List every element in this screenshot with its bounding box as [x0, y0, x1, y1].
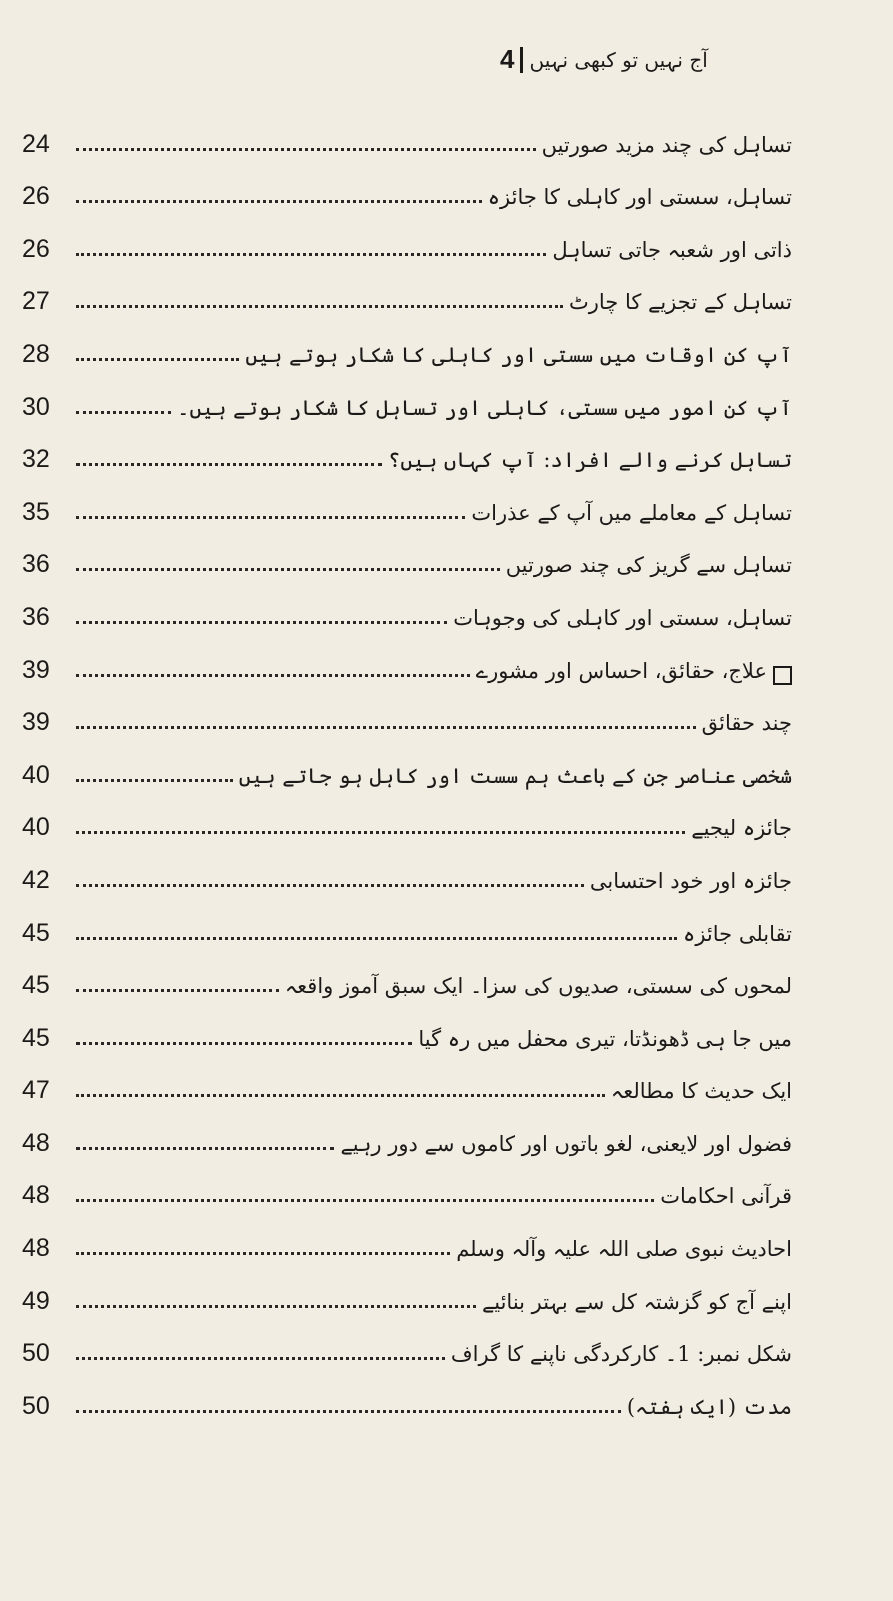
dot-leader — [76, 1305, 476, 1308]
toc-title: ایک حدیث کا مطالعہ — [610, 1079, 792, 1104]
toc-title: احادیث نبوی صلی اللہ علیہ وآلہ وسلم — [456, 1237, 792, 1262]
toc-page-number: 47 — [22, 1076, 50, 1105]
toc-title: علاج، حقائق، احساس اور مشورے — [475, 658, 767, 683]
toc-entry — [22, 1158, 792, 1211]
dot-leader — [76, 463, 382, 466]
toc-page-number: 32 — [22, 445, 50, 474]
toc-entry — [22, 474, 792, 527]
dot-leader — [76, 253, 546, 256]
toc-title: میں جا ہی ڈھونڈتا، تیری محفل میں رہ گیا — [418, 1026, 792, 1051]
toc-page-number: 27 — [22, 287, 50, 316]
toc-entry — [22, 527, 792, 580]
toc-title: تساہل کے معاملے میں آپ کے عذرات — [471, 500, 792, 525]
toc-page-number: 24 — [22, 129, 50, 158]
section-box-icon — [773, 666, 792, 685]
dot-leader — [76, 305, 563, 308]
running-header — [500, 44, 800, 75]
toc-entry — [22, 264, 792, 317]
toc-entry — [22, 1210, 792, 1263]
toc-title: مدت (ایک ہفتہ) — [626, 1394, 792, 1419]
toc-entry — [22, 369, 792, 422]
toc-page-number: 50 — [22, 1391, 50, 1420]
toc-page-number: 26 — [22, 234, 50, 263]
toc-entry — [22, 737, 792, 790]
dot-leader — [76, 621, 447, 624]
toc-entry — [22, 842, 792, 895]
toc-entry — [22, 1368, 792, 1421]
header-divider — [520, 47, 523, 73]
toc-title: تساہل، سستی اور کاہلی کا جائزہ — [487, 185, 792, 210]
toc-page-number: 40 — [22, 760, 50, 789]
toc-title: جائزہ اور خود احتسابی — [589, 868, 792, 893]
toc-title: تقابلی جائزہ — [683, 921, 792, 946]
toc-title: فضول اور لایعنی، لغو باتوں اور کاموں سے دور رہیے — [340, 1131, 792, 1156]
toc-title: آپ کن امور میں سستی، کاہلی اور تساہل کا شکار ہوتے ہیں۔ — [177, 395, 792, 420]
toc-entry — [22, 579, 792, 632]
toc-title: تساہل سے گریز کی چند صورتیں — [505, 553, 792, 578]
toc-title: اپنے آج کو گزشتہ کل سے بہتر بنائیے — [481, 1289, 792, 1314]
dot-leader — [76, 1252, 450, 1255]
dot-leader — [76, 674, 470, 677]
toc-entry — [22, 685, 792, 738]
table-of-contents — [22, 106, 792, 1421]
toc-entry — [22, 948, 792, 1001]
dot-leader — [76, 779, 233, 782]
toc-entry — [22, 895, 792, 948]
toc-page-number: 36 — [22, 602, 50, 631]
dot-leader — [76, 200, 482, 203]
dot-leader — [76, 1094, 605, 1097]
dot-leader — [76, 1410, 621, 1413]
toc-page-number: 35 — [22, 497, 50, 526]
toc-page-number: 28 — [22, 339, 50, 368]
toc-entry — [22, 1000, 792, 1053]
toc-entry — [22, 106, 792, 159]
dot-leader — [76, 831, 685, 834]
dot-leader — [76, 148, 536, 151]
toc-title: تساہل کرنے والے افراد: آپ کہاں ہیں؟ — [388, 448, 792, 473]
toc-page-number: 42 — [22, 865, 50, 894]
toc-page-number: 49 — [22, 1286, 50, 1315]
toc-entry — [22, 1316, 792, 1369]
toc-title: تساہل کی چند مزید صورتیں — [541, 132, 792, 157]
toc-entry — [22, 632, 792, 685]
toc-page-number: 48 — [22, 1234, 50, 1263]
toc-entry — [22, 790, 792, 843]
toc-entry — [22, 211, 792, 264]
toc-entry — [22, 1053, 792, 1106]
toc-entry — [22, 422, 792, 475]
toc-title: قرآنی احکامات — [660, 1184, 792, 1209]
dot-leader — [76, 1357, 445, 1360]
dot-leader — [76, 726, 696, 729]
toc-page-number: 50 — [22, 1339, 50, 1368]
toc-page-number: 45 — [22, 971, 50, 1000]
dot-leader — [76, 516, 465, 519]
toc-title: لمحوں کی سستی، صدیوں کی سزا۔ ایک سبق آموز واقعہ — [284, 974, 792, 999]
toc-title: تساہل کے تجزیے کا چارٹ — [568, 290, 792, 315]
toc-title: شخصی عناصر جن کے باعث ہم سست اور کاہل ہو جاتے ہیں — [238, 763, 792, 788]
dot-leader — [76, 937, 677, 940]
book-title: آج نہیں تو کبھی نہیں — [529, 47, 708, 72]
dot-leader — [76, 568, 500, 571]
toc-page-number: 40 — [22, 813, 50, 842]
toc-page-number: 26 — [22, 182, 50, 211]
toc-title: جائزہ لیجیے — [691, 816, 792, 841]
toc-entry — [22, 1105, 792, 1158]
toc-page-number: 48 — [22, 1128, 50, 1157]
toc-page-number: 45 — [22, 918, 50, 947]
toc-page-number: 45 — [22, 1023, 50, 1052]
dot-leader — [76, 1147, 334, 1150]
dot-leader — [76, 411, 171, 414]
toc-title: شکل نمبر: 1۔ کارکردگی ناپنے کا گراف — [450, 1342, 792, 1367]
dot-leader — [76, 884, 584, 887]
toc-page-number: 39 — [22, 708, 50, 737]
toc-title: تساہل، سستی اور کاہلی کی وجوہات — [453, 605, 792, 630]
toc-title: آپ کن اوقات میں سستی اور کاہلی کا شکار ہوتے ہیں — [245, 342, 792, 367]
dot-leader — [76, 358, 239, 361]
toc-entry — [22, 159, 792, 212]
toc-title: چند حقائق — [701, 711, 792, 736]
toc-page-number: 30 — [22, 392, 50, 421]
toc-entry — [22, 316, 792, 369]
dot-leader — [76, 989, 279, 992]
toc-page-number: 48 — [22, 1181, 50, 1210]
toc-page-number: 36 — [22, 550, 50, 579]
page-number: 4 — [500, 44, 515, 74]
toc-title: ذاتی اور شعبہ جاتی تساہل — [552, 237, 792, 262]
toc-entry — [22, 1263, 792, 1316]
dot-leader — [76, 1042, 412, 1045]
dot-leader — [76, 1199, 654, 1202]
toc-page-number: 39 — [22, 655, 50, 684]
